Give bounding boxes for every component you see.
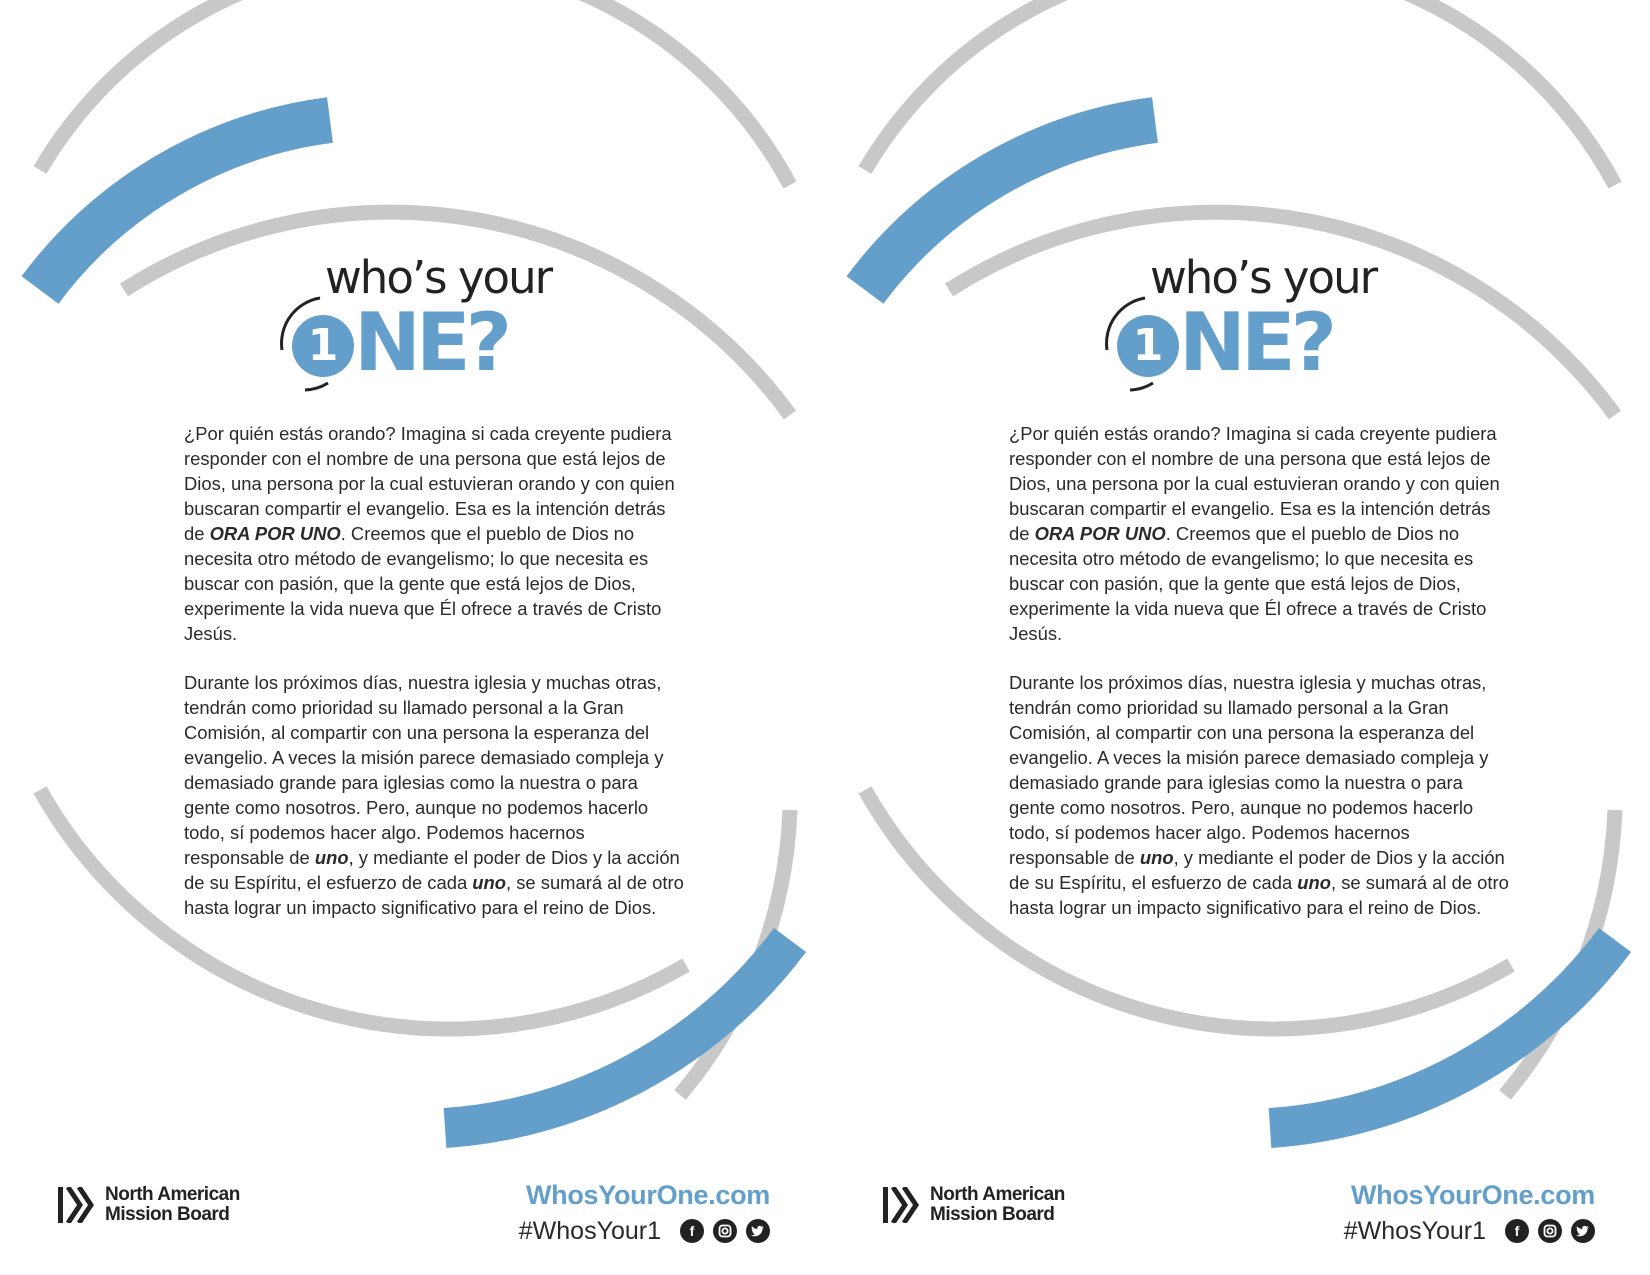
- body-text: [184, 421, 684, 944]
- paragraph-2-text-mid: , y mediante el poder de Dios y la acción de su Espíritu, el esfuerzo de cada: [1009, 847, 1505, 893]
- paragraph-2-text: Durante los próximos días, nuestra iglesia y muchas otras, tendrán como prioridad su llamado personal a la Gran Comisión, al compartir con una persona la esperanza del evangelio. A veces la misión parece demasiado compleja y demasiado grande para iglesias como la nuestra o para gente como nosotros. Pero, aunque no podemos hacerlo todo, sí podemos hacer algo. Podemos hacernos responsable de: [184, 672, 664, 868]
- ora-por-uno-emphasis: ORA POR UNO: [209, 523, 341, 544]
- logo-word: NE?: [1179, 296, 1333, 389]
- hashtag: #WhosYour1: [518, 1216, 661, 1245]
- paragraph-2-text: Durante los próximos días, nuestra iglesia y muchas otras, tendrán como prioridad su llamado personal a la Gran Comisión, al compartir con una persona la esperanza del evangelio. A veces la misión parece demasiado compleja y demasiado grande para iglesias como la nuestra o para gente como nosotros. Pero, aunque no podemos hacerlo todo, sí podemos hacer algo. Podemos hacernos responsable de: [1009, 672, 1489, 868]
- logo-badge-number: 1: [1132, 320, 1164, 371]
- whos-your-one-logo: [270, 251, 570, 395]
- paragraph-1-text: ¿Por quién estás orando? Imagina si cada creyente pudiera responder con el nombre de una persona que está lejos de Dios, una persona por la cual estuvieran orando y con quien buscaran compartir el evangelio. Esa es la intención detrás de: [1009, 423, 1500, 544]
- outer-gray-arc-top: [40, 0, 790, 185]
- instagram-icon[interactable]: [713, 1219, 737, 1243]
- namb-name: [930, 1185, 1065, 1225]
- paragraph-2-text-end: , se sumará al de otro hasta lograr un impacto significativo para el reino de Dios.: [1009, 872, 1509, 918]
- paragraph-2-text-end: , se sumará al de otro hasta lograr un impacto significativo para el reino de Dios.: [184, 872, 684, 918]
- paragraph-2-text-mid: , y mediante el poder de Dios y la acción de su Espíritu, el esfuerzo de cada: [184, 847, 680, 893]
- outer-gray-arc-top: [865, 0, 1615, 185]
- paragraph-1-text-end: . Creemos que el pueblo de Dios no necesita otro método de evangelismo; lo que necesita es buscar con pasión, que la gente que está lejos de Dios, experimente la vida nueva que Él ofrece a través de Cristo Jesús.: [184, 523, 662, 644]
- paragraph-2: [184, 670, 684, 920]
- facebook-icon[interactable]: f: [680, 1219, 704, 1243]
- twitter-icon[interactable]: [746, 1219, 770, 1243]
- whos-your-one-logo: [1095, 251, 1395, 395]
- paragraph-2: [1009, 670, 1509, 920]
- facebook-icon[interactable]: f: [1505, 1219, 1529, 1243]
- namb-chevron-icon: [57, 1187, 99, 1223]
- instagram-icon[interactable]: [1538, 1219, 1562, 1243]
- namb-name-line-2: Mission Board: [105, 1204, 230, 1225]
- body-text: [1009, 421, 1509, 944]
- uno-emphasis: uno: [472, 872, 506, 893]
- ora-por-uno-emphasis: ORA POR UNO: [1034, 523, 1166, 544]
- hashtag: #WhosYour1: [1343, 1216, 1486, 1245]
- namb-logo: [57, 1185, 267, 1225]
- website-link[interactable]: WhosYourOne.com: [525, 1180, 770, 1210]
- namb-chevron-icon: [882, 1187, 924, 1223]
- logo-badge-number: 1: [307, 320, 339, 371]
- namb-name-line-1: North American: [105, 1184, 240, 1205]
- namb-logo: [882, 1185, 1092, 1225]
- logo-word: NE?: [354, 296, 508, 389]
- flyer-card-right: [825, 0, 1650, 1275]
- uno-emphasis: uno: [1297, 872, 1331, 893]
- social-row: [1344, 1216, 1595, 1246]
- uno-emphasis: uno: [1139, 847, 1174, 868]
- namb-name: [105, 1185, 240, 1225]
- paragraph-1-text-end: . Creemos que el pueblo de Dios no necesita otro método de evangelismo; lo que necesita es buscar con pasión, que la gente que está lejos de Dios, experimente la vida nueva que Él ofrece a través de Cristo Jesús.: [1009, 523, 1487, 644]
- social-row: [519, 1216, 770, 1246]
- logo-number-badge: [292, 315, 354, 377]
- namb-name-line-2: Mission Board: [930, 1204, 1055, 1225]
- logo-top-text: who’s your: [1150, 251, 1377, 304]
- paragraph-1: [184, 421, 684, 646]
- logo-top-text: who’s your: [325, 251, 552, 304]
- uno-emphasis: uno: [314, 847, 349, 868]
- paragraph-1: [1009, 421, 1509, 646]
- namb-name-line-1: North American: [930, 1184, 1065, 1205]
- website-link[interactable]: WhosYourOne.com: [1350, 1180, 1595, 1210]
- twitter-icon[interactable]: [1571, 1219, 1595, 1243]
- logo-number-badge: [1117, 315, 1179, 377]
- paragraph-1-text: ¿Por quién estás orando? Imagina si cada creyente pudiera responder con el nombre de una persona que está lejos de Dios, una persona por la cual estuvieran orando y con quien buscaran compartir el evangelio. Esa es la intención detrás de: [184, 423, 675, 544]
